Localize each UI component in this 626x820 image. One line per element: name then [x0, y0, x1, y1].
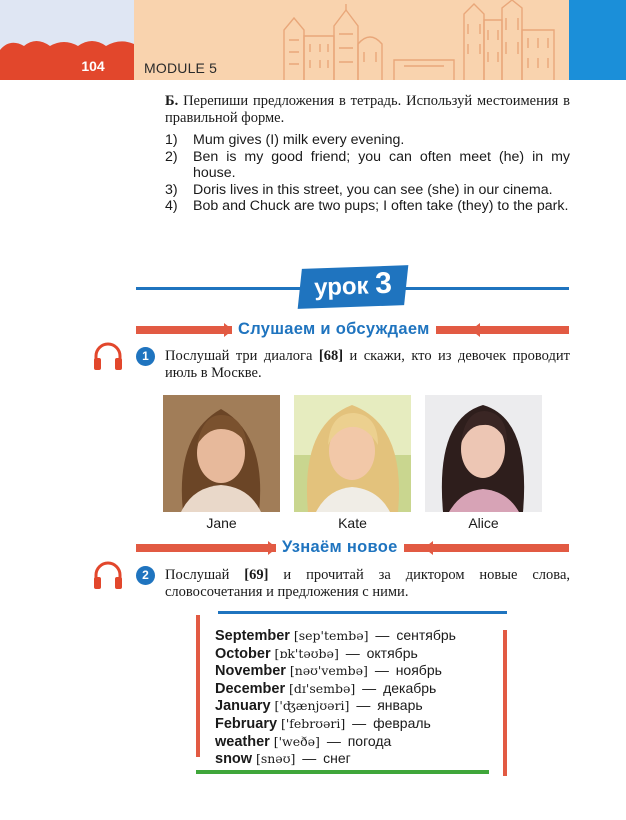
vocab-word: October: [215, 645, 271, 662]
exercise-b-text: Перепиши предложения в тетрадь. Используй местоимения в правильной форме.: [165, 93, 570, 126]
list-item: [165, 182, 570, 199]
vocab-translation: снег: [323, 750, 351, 767]
vocab-word: September: [215, 628, 290, 644]
arrow-left-icon: [471, 323, 480, 337]
vocab-item: [215, 680, 456, 698]
vocab-dash: —: [362, 679, 377, 696]
vocab-box-top-border: [218, 611, 507, 614]
header-blue-tab: [569, 0, 626, 80]
photo-alice: [425, 395, 542, 512]
photo-caption-alice: Alice: [468, 515, 499, 531]
vocab-dash: —: [374, 662, 389, 679]
vocab-word: November: [215, 663, 286, 680]
photo-kate: [294, 395, 411, 512]
vocab-transcription: [ɒk'təʊbə]: [274, 645, 339, 661]
task-1-text: [165, 348, 570, 382]
vocab-item: [215, 750, 456, 768]
vocab-word: February: [215, 715, 278, 732]
vocab-translation: ноябрь: [395, 662, 442, 679]
list-item: [165, 149, 570, 182]
task-2-text: [165, 567, 570, 601]
task-1-text-part: и скажи, кто из девочек проводит июль в Москве.: [165, 348, 570, 381]
vocab-transcription: [dɪ'sembə]: [289, 680, 356, 696]
vocab-dash: —: [345, 644, 360, 661]
vocab-word: weather: [215, 733, 270, 750]
lesson-title: [299, 266, 406, 304]
item-number: 2): [165, 148, 178, 165]
vocab-translation: февраль: [373, 714, 431, 731]
photo-jane: [163, 395, 280, 512]
exercise-b-label: Б.: [165, 93, 179, 109]
vocab-transcription: [snəʊ]: [255, 751, 296, 767]
vocab-word: snow: [215, 751, 253, 768]
photo-caption-jane: Jane: [206, 515, 237, 531]
item-text: Ben is my good friend; you can often meet (he) in my house.: [193, 148, 570, 181]
task-number-badge: 2: [136, 566, 155, 585]
item-number: 4): [165, 198, 178, 214]
vocab-transcription: ['weðə]: [273, 733, 320, 749]
header-band: [134, 0, 569, 80]
vocab-item: [215, 697, 456, 715]
item-text: Mum gives (I) milk every evening.: [193, 132, 405, 148]
headphones-icon: [92, 560, 124, 590]
vocab-item: [215, 645, 456, 663]
vocab-transcription: ['febrʊəri]: [280, 715, 346, 731]
vocab-transcription: ['ʤænjʊəri]: [274, 698, 350, 714]
vocab-dash: —: [375, 627, 390, 643]
vocab-transcription: [sep'tembə]: [293, 628, 369, 643]
vocab-translation: погода: [347, 732, 392, 749]
vocab-dash: —: [302, 750, 317, 767]
task-2-audio-ref: [69]: [244, 567, 269, 583]
section-title-listen: Слушаем и обсуждаем: [232, 320, 436, 339]
item-text: Bob and Chuck are two pups; I often take (they) to the park.: [193, 198, 569, 214]
exercise-b-list: [165, 132, 570, 215]
vocab-translation: сентябрь: [396, 627, 456, 643]
list-item: [165, 132, 570, 149]
section-title-learn: Узнаём новое: [276, 538, 404, 557]
module-label: MODULE 5: [144, 60, 218, 76]
vocab-word: December: [215, 680, 286, 697]
item-number: 1): [165, 132, 178, 148]
vocab-translation: декабрь: [383, 679, 437, 696]
arrow-left-icon: [424, 541, 433, 555]
task-2-text-part: и прочитай за диктором новые слова, словосочетания и предложения с ними.: [165, 567, 571, 600]
vocab-translation: октябрь: [366, 644, 418, 661]
list-item: [165, 198, 570, 215]
vocab-box-bottom-border: [196, 770, 489, 774]
headphones-icon: [92, 341, 124, 371]
vocab-box-left-border: [196, 615, 200, 757]
vocab-transcription: [nəʊ'vembə]: [289, 663, 368, 679]
vocab-item: [215, 627, 456, 645]
item-text: Doris lives in this street, you can see (she) in our cinema.: [193, 181, 553, 198]
vocab-item: [215, 662, 456, 680]
vocab-dash: —: [326, 732, 341, 749]
photo-caption-kate: Kate: [338, 515, 367, 531]
lesson-number: 3: [374, 266, 393, 301]
vocab-dash: —: [352, 714, 367, 731]
exercise-b-instruction: [165, 93, 570, 127]
vocab-item: [215, 715, 456, 733]
lesson-word: урок: [313, 272, 370, 302]
task-1-text-part: Послушай три диалога: [165, 348, 319, 364]
vocab-dash: —: [356, 697, 371, 714]
task-2-text-part: Послушай: [165, 567, 245, 583]
vocabulary-list: [215, 627, 456, 768]
vocab-word: January: [215, 698, 271, 715]
task-number-badge: 1: [136, 347, 155, 366]
task-1-audio-ref: [68]: [318, 348, 344, 364]
vocab-box-right-border: [503, 630, 507, 776]
page-number: 104: [81, 58, 105, 74]
vocab-item: [215, 733, 456, 751]
vocab-translation: январь: [377, 697, 423, 714]
item-number: 3): [165, 181, 178, 198]
